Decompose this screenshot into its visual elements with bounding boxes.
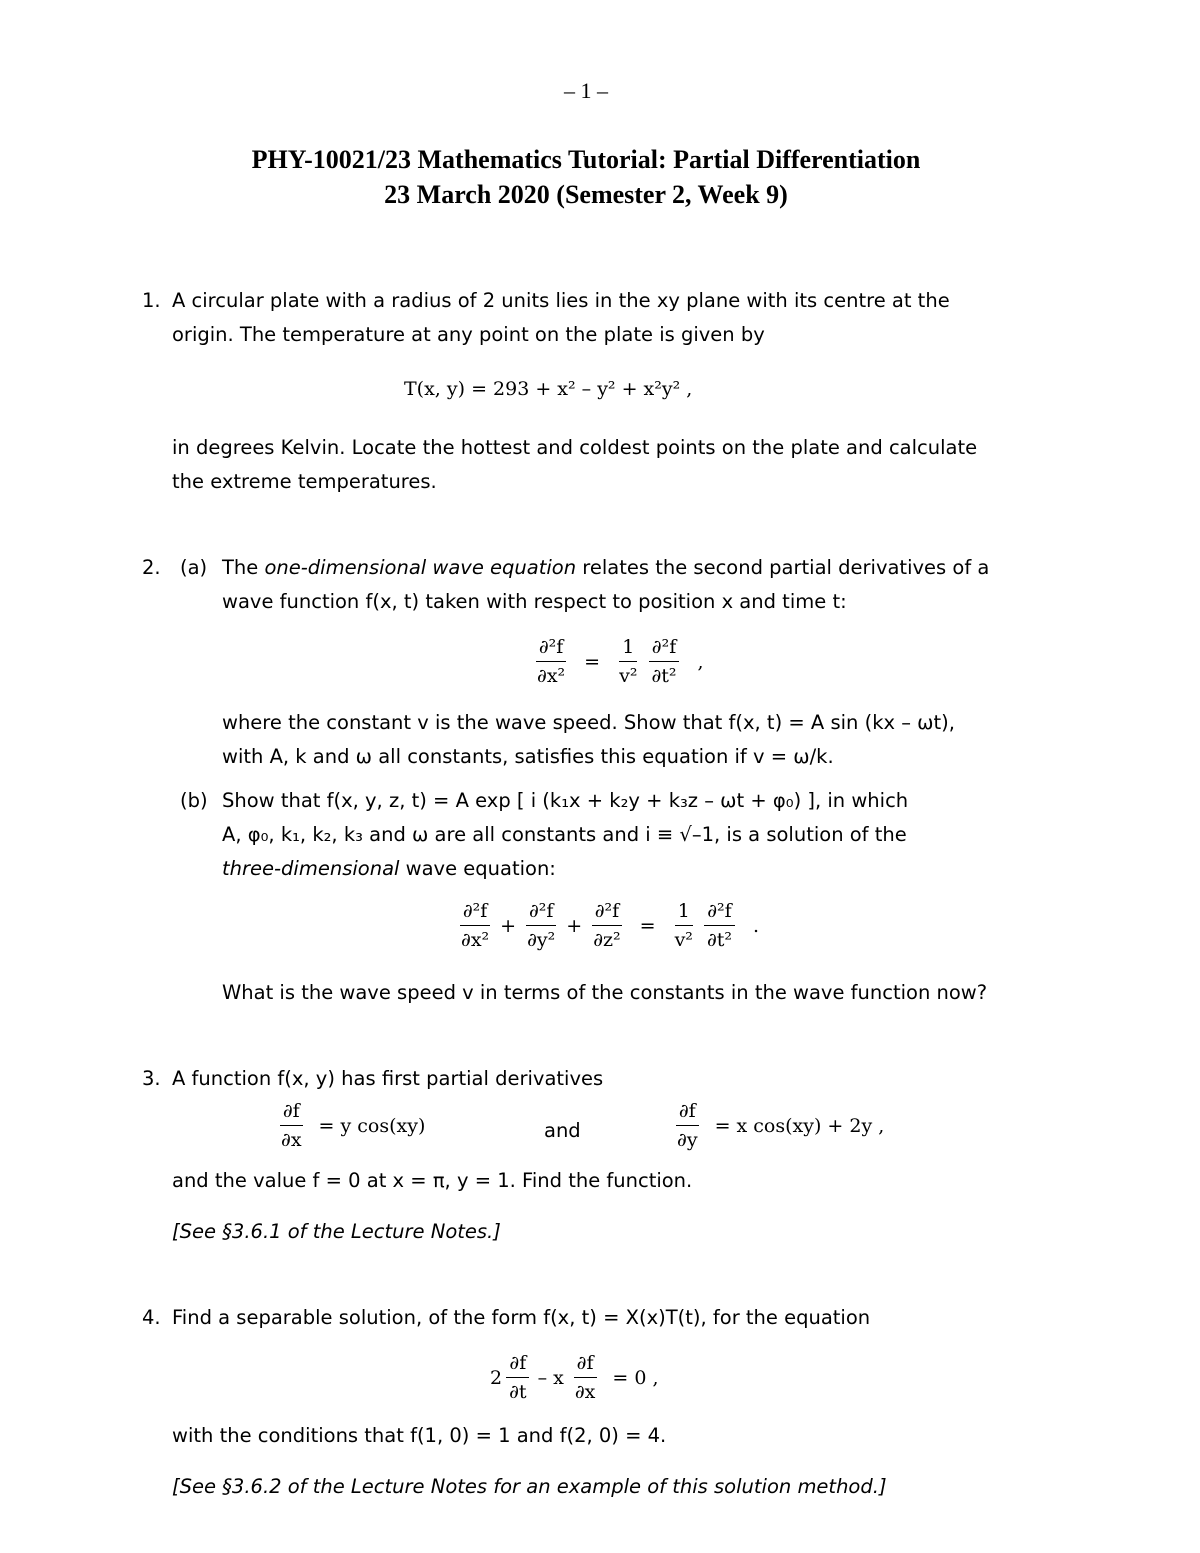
numerator: 1	[675, 900, 693, 926]
coefficient: 2	[490, 1366, 503, 1389]
question-text: A circular plate with a radius of 2 units lies in the xy plane with its centre at the	[172, 289, 950, 312]
fraction	[534, 636, 568, 687]
question-text: wave function f(x, t) taken with respect to position x and time t:	[222, 590, 847, 613]
separable-equation	[490, 1352, 659, 1403]
numerator: ∂²f	[536, 636, 566, 662]
page-title-line2: 23 March 2020 (Semester 2, Week 9)	[384, 180, 788, 209]
denominator: ∂t	[509, 1381, 527, 1403]
numerator: ∂f	[676, 1100, 699, 1126]
page-number: – 1 –	[564, 78, 608, 103]
equation-rhs: = x cos(xy) + 2y ,	[714, 1114, 885, 1137]
denominator: ∂x²	[461, 929, 490, 951]
question-text: the extreme temperatures.	[172, 470, 437, 493]
denominator: ∂y²	[527, 929, 556, 951]
partial-x-equation	[274, 1100, 425, 1151]
reference-note: [See §3.6.1 of the Lecture Notes.]	[172, 1220, 501, 1243]
question-text: A function f(x, y) has first partial derivatives	[172, 1067, 604, 1090]
plus-sign: +	[566, 914, 583, 937]
text-segment: relates the second partial derivatives of a	[582, 556, 990, 579]
emphasis-text: three-dimensional	[222, 857, 400, 880]
numerator: 1	[619, 636, 637, 662]
fraction	[278, 1100, 305, 1151]
question-text: and the value f = 0 at x = π, y = 1. Find the function.	[172, 1169, 693, 1192]
denominator: ∂t²	[706, 929, 733, 951]
question-text: Show that f(x, y, z, t) = A exp [ i (k₁x + k₂y + k₃z – ωt + φ₀) ], in which	[222, 789, 909, 812]
numerator: ∂²f	[649, 636, 679, 662]
punctuation: ,	[697, 650, 704, 673]
question-text: Find a separable solution, of the form f(x, t) = X(x)T(t), for the equation	[172, 1306, 871, 1329]
plus-sign: +	[500, 914, 517, 937]
page-title-line1: PHY-10021/23 Mathematics Tutorial: Partial Differentiation	[251, 145, 921, 174]
fraction	[506, 1352, 529, 1403]
question-text: A, φ₀, k₁, k₂, k₃ and ω are all constants and i ≡ √–1, is a solution of the	[222, 823, 907, 846]
fraction	[674, 1100, 701, 1151]
punctuation: .	[753, 914, 760, 937]
fraction	[524, 900, 558, 951]
denominator: ∂y	[677, 1129, 698, 1151]
equation: T(x, y) = 293 + x² – y² + x²y² ,	[404, 378, 693, 400]
denominator: ∂x	[574, 1381, 596, 1403]
text-segment: The	[222, 556, 259, 579]
wave-equation-3d	[454, 900, 759, 951]
numerator: ∂²f	[460, 900, 490, 926]
part-label: (a)	[180, 556, 208, 579]
denominator: ∂z²	[593, 929, 621, 951]
numerator: ∂²f	[526, 900, 556, 926]
fraction	[572, 1352, 599, 1403]
question-text: origin. The temperature at any point on the plate is given by	[172, 323, 765, 346]
denominator: ∂x	[281, 1129, 302, 1151]
emphasis-text: one-dimensional wave equation	[264, 556, 577, 579]
numerator: ∂f	[574, 1352, 597, 1378]
wave-equation-1d	[530, 636, 704, 687]
fraction	[616, 636, 640, 687]
equation-rhs: = 0 ,	[612, 1366, 659, 1389]
denominator: v²	[674, 929, 693, 951]
reference-note: [See §3.6.2 of the Lecture Notes for an example of this solution method.]	[172, 1475, 887, 1498]
minus-term: – x	[537, 1366, 564, 1389]
question-text: with A, k and ω all constants, satisfies this equation if v = ω/k.	[222, 745, 834, 768]
fraction	[648, 636, 679, 687]
question-number: 2.	[142, 556, 161, 579]
equals-sign: =	[584, 650, 601, 673]
fraction	[672, 900, 696, 951]
fraction	[458, 900, 492, 951]
question-number: 4.	[142, 1306, 161, 1329]
equation-rhs: = y cos(xy)	[318, 1114, 426, 1137]
part-label: (b)	[180, 789, 208, 812]
question-text	[222, 551, 989, 585]
equals-sign: =	[639, 914, 656, 937]
fraction	[590, 900, 623, 951]
question-number: 3.	[142, 1067, 161, 1090]
denominator: ∂t²	[651, 665, 677, 687]
question-number: 1.	[142, 289, 161, 312]
question-text: with the conditions that f(1, 0) = 1 and f(2, 0) = 4.	[172, 1424, 667, 1447]
conjunction-text: and	[544, 1119, 581, 1142]
denominator: v²	[619, 665, 638, 687]
numerator: ∂f	[506, 1352, 529, 1378]
question-text	[222, 852, 556, 886]
question-text: in degrees Kelvin. Locate the hottest and coldest points on the plate and calculate	[172, 436, 978, 459]
fraction	[704, 900, 735, 951]
question-text: What is the wave speed v in terms of the constants in the wave function now?	[222, 981, 988, 1004]
question-text: where the constant v is the wave speed. Show that f(x, t) = A sin (kx – ωt),	[222, 711, 955, 734]
numerator: ∂²f	[704, 900, 734, 926]
numerator: ∂²f	[592, 900, 622, 926]
partial-y-equation	[670, 1100, 884, 1151]
denominator: ∂x²	[537, 665, 566, 687]
text-segment: wave equation:	[405, 857, 556, 880]
numerator: ∂f	[280, 1100, 303, 1126]
